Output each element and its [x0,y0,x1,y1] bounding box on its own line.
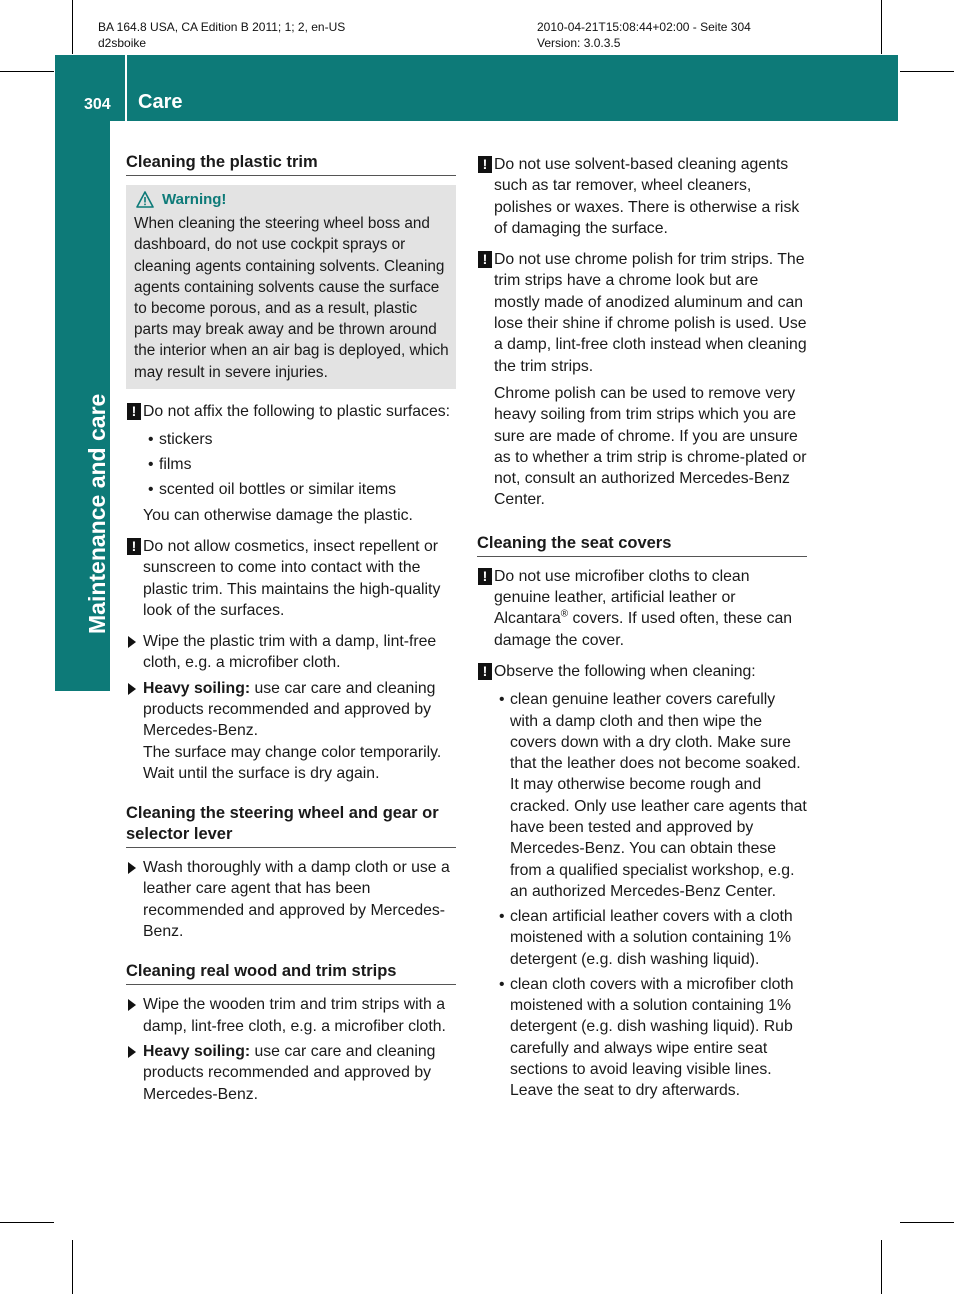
note-text: Observe the following when cleaning: [494,662,756,680]
instruction-step [126,1041,456,1105]
crop-mark [0,71,54,72]
step-text: use car care and cleaning products recommended and approved by Mercedes-Benz. [143,1042,436,1103]
crop-mark [0,1222,54,1223]
list-item [494,689,807,902]
note-text: Do not use solvent-based cleaning agents such as tar remover, wheel cleaners, polishes or waxes. There is otherwise a risk of damaging the surface. [494,156,800,237]
step-arrow-icon [128,683,136,695]
list-item [494,974,807,1102]
bullet-icon: • [148,456,154,474]
list-item [143,429,456,450]
note-text: You can otherwise damage the plastic. [143,506,413,524]
exclamation-icon: ! [127,403,141,420]
note-text-part: Do not use microfiber cloths to clean genuine leather, artificial leather or Alcantara [494,567,750,628]
list-item-text: clean artificial leather covers with a cloth moistened with a solution containing 1% detergent (e.g. dish washing liquid). [510,908,793,968]
heading-seat-covers: Cleaning the seat covers [477,533,807,557]
list-item [143,479,456,500]
registered-mark: ® [560,609,569,621]
step-text: Wipe the wooden trim and trim strips with a damp, lint-free cloth, e.g. a microfiber cloth. [143,996,446,1035]
step-label: Heavy soiling: [143,1042,251,1060]
instruction-step [126,631,456,674]
instruction-step [126,857,456,942]
note-affix [126,401,456,526]
note-microfiber [477,566,807,651]
note-chrome [477,249,807,511]
warning-header [134,189,449,210]
print-meta-left [98,19,345,51]
crop-mark [72,1240,73,1294]
note-solvent [477,154,807,239]
step-arrow-icon [128,999,136,1011]
exclamation-icon: ! [127,538,141,555]
crop-mark [72,0,73,54]
header-divider [125,55,127,121]
heading-steering-wheel: Cleaning the steering wheel and gear or selector lever [126,803,456,848]
print-meta-line: 2010-04-21T15:08:44+02:00 - Seite 304 [537,20,751,34]
note-text: Do not affix the following to plastic surfaces: [143,402,451,420]
note-text-part: covers. If used often, these can damage the cover. [494,610,793,649]
step-text: Wipe the plastic trim with a damp, lint-free cloth, e.g. a microfiber cloth. [143,633,437,672]
note-text [494,566,807,651]
list-item-text: clean genuine leather covers carefully with a damp cloth and then wipe the covers down with a dry cloth. Make sure that the leather does not become soaked. It may otherwise become rough and cracked. Only use leather care agents that have been tested and approved by Mercedes-Benz. You can obtain these from a qualified specialist workshop, e.g. an authorized Mercedes-Benz Center. [510,691,807,900]
list-item-text: films [159,456,192,474]
heading-plastic-trim: Cleaning the plastic trim [126,152,456,176]
right-column [477,154,807,1111]
bullet-list [494,689,807,1101]
crop-mark [900,1222,954,1223]
note-text: Do not allow cosmetics, insect repellent or sunscreen to come into contact with the plastic trim. This maintains the high-quality look of the surfaces. [143,537,441,619]
print-meta-line: BA 164.8 USA, CA Edition B 2011; 1; 2, en-US [98,20,346,34]
step-text: use car care and cleaning products recommended and approved by Mercedes-Benz. [143,679,436,740]
note-observe [477,661,807,1102]
page-number: 304 [84,96,111,113]
exclamation-icon: ! [478,663,492,680]
print-meta-right [537,19,751,51]
bullet-icon: • [148,431,154,449]
crop-mark [900,71,954,72]
step-arrow-icon [128,636,136,648]
instruction-step [126,678,456,784]
exclamation-icon: ! [478,568,492,585]
step-result: The surface may change color temporarily. Wait until the surface is dry again. [143,743,442,782]
print-meta-line: Version: 3.0.3.5 [537,36,621,50]
warning-text: When cleaning the steering wheel boss and dashboard, do not use cockpit sprays or cleaning agents containing solvents. Cleaning agents containing solvents cause the surface to become porous, and as a result, plastic parts may break away and be thrown around the interior when an air bag is deployed, which may result in severe injuries. [134,215,449,381]
bullet-icon: • [499,908,505,925]
list-item-text: scented oil bottles or similar items [159,481,397,499]
note-text: Do not use chrome polish for trim strips. The trim strips have a chrome look but are mostly made of anodized aluminum and can lose their shine if chrome polish is used. Use a damp, lint-free cloth instead when cleaning the trim strips. [494,251,807,375]
list-item-text: stickers [159,431,213,449]
warning-box [126,185,456,389]
step-text: Wash thoroughly with a damp cloth or use a leather care agent that has been recommended and approved by Mercedes-Benz. [143,859,450,941]
left-column [126,152,456,1109]
crop-mark [881,1240,882,1294]
bullet-icon: • [499,691,505,709]
warning-triangle-icon [136,191,154,208]
bullet-icon: • [148,481,154,499]
bullet-list [143,429,456,500]
warning-title: Warning! [162,191,227,208]
step-label: Heavy soiling: [143,679,251,697]
crop-mark [881,0,882,54]
exclamation-icon: ! [478,251,492,268]
exclamation-icon: ! [478,156,492,173]
bullet-icon: • [499,975,505,993]
print-meta-line: d2sboike [98,36,147,50]
heading-real-wood: Cleaning real wood and trim strips [126,961,456,985]
note-cosmetics [126,536,456,621]
list-item [494,906,807,970]
chapter-tab-label: Maintenance and care [84,393,110,634]
list-item [143,454,456,475]
step-arrow-icon [128,1046,136,1058]
instruction-step [126,994,456,1037]
list-item-text: clean cloth covers with a microfiber cloth moistened with a solution containing 1% detergent (e.g. dish washing liquid). Rub carefully and always wipe entire seat sections to avoid leaving visible lines. Leave the seat to dry afterwards. [510,975,794,1100]
step-arrow-icon [128,862,136,874]
note-paragraph: Chrome polish can be used to remove very heavy soiling from trim strips which you are sure are made of chrome. If you are unsure as to whether a trim strip is chrome-plated or not, consult an authorized Mercedes-Benz Center. [494,384,807,509]
section-title: Care [138,91,183,113]
